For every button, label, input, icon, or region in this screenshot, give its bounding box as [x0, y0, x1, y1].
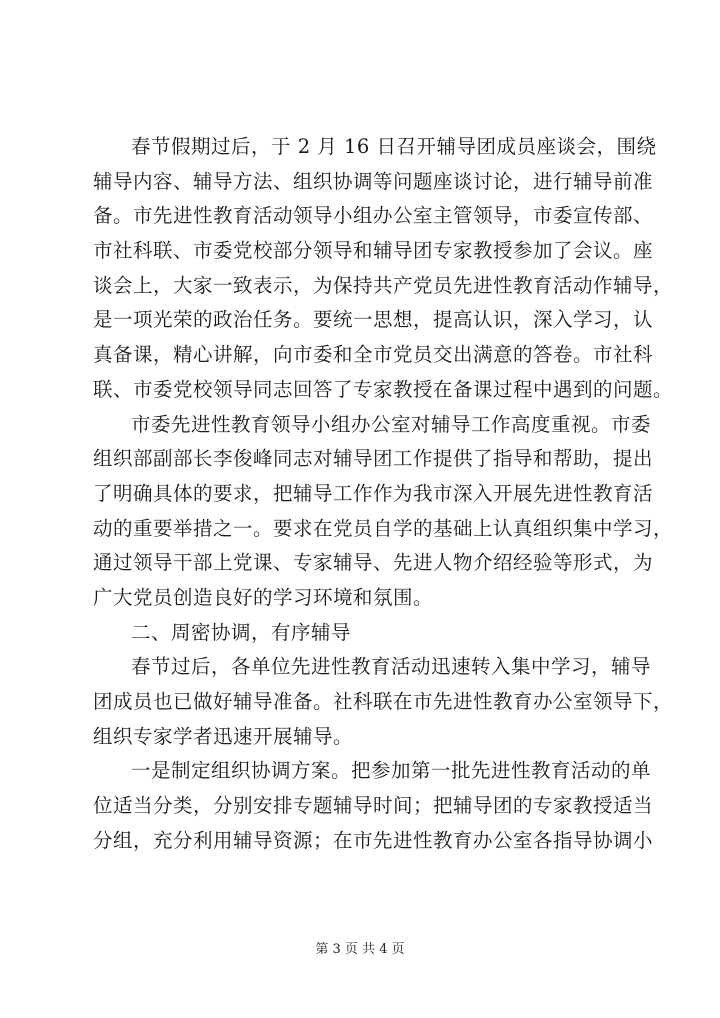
paragraph-line: 团成员也已做好辅导准备。社科联在市先进性教育办公室领导下， — [93, 690, 674, 713]
paragraph-line: 春节假期过后，于 2 月 16 日召开辅导团成员座谈会，围绕 — [131, 135, 657, 158]
paragraph-line: 分组，充分利用辅导资源；在市先进性教育办公室各指导协调小 — [93, 828, 654, 852]
paragraph-line: 谈会上，大家一致表示，为保持共产党员先进性教育活动作辅导， — [93, 273, 674, 297]
paragraph-line: 广大党员创造良好的学习环境和氛围。 — [93, 585, 434, 609]
paragraph-line: 了明确具体的要求，把辅导工作作为我市深入开展先进性教育活 — [93, 481, 654, 505]
document-body — [93, 130, 674, 858]
paragraph-line: 通过领导干部上党课、专家辅导、先进人物介绍经验等形式，为 — [93, 551, 654, 575]
paragraph-line: 市社科联、市委党校部分领导和辅导团专家教授参加了会议。座 — [93, 239, 654, 263]
paragraph-line: 备。市先进性教育活动领导小组办公室主管领导，市委宣传部、 — [93, 204, 654, 228]
paragraph-line: 市委先进性教育领导小组办公室对辅导工作高度重视。市委 — [131, 412, 652, 436]
paragraph-line: 联、市委党校领导同志回答了专家教授在备课过程中遇到的问题。 — [93, 377, 674, 401]
paragraph-line: 组织专家学者迅速开展辅导。 — [93, 724, 354, 748]
paragraph-line: 一是制定组织协调方案。把参加第一批先进性教育活动的单 — [131, 759, 652, 783]
page-number-footer: 第 3 页 共 4 页 — [315, 942, 405, 957]
section-heading: 二、周密协调，有序辅导 — [131, 620, 352, 644]
paragraph-line: 组织部副部长李俊峰同志对辅导团工作提供了指导和帮助，提出 — [93, 447, 654, 471]
paragraph-line: 动的重要举措之一。要求在党员自学的基础上认真组织集中学习， — [93, 516, 674, 540]
paragraph-line: 是一项光荣的政治任务。要统一思想，提高认识，深入学习，认 — [93, 308, 654, 332]
paragraph-line: 春节过后，各单位先进性教育活动迅速转入集中学习，辅导 — [131, 655, 652, 679]
paragraph-line: 真备课，精心讲解，向市委和全市党员交出满意的答卷。市社科 — [93, 343, 654, 367]
paragraph-line: 辅导内容、辅导方法、组织协调等问题座谈讨论，进行辅导前准 — [93, 169, 654, 193]
paragraph-line: 位适当分类，分别安排专题辅导时间；把辅导团的专家教授适当 — [93, 794, 654, 818]
